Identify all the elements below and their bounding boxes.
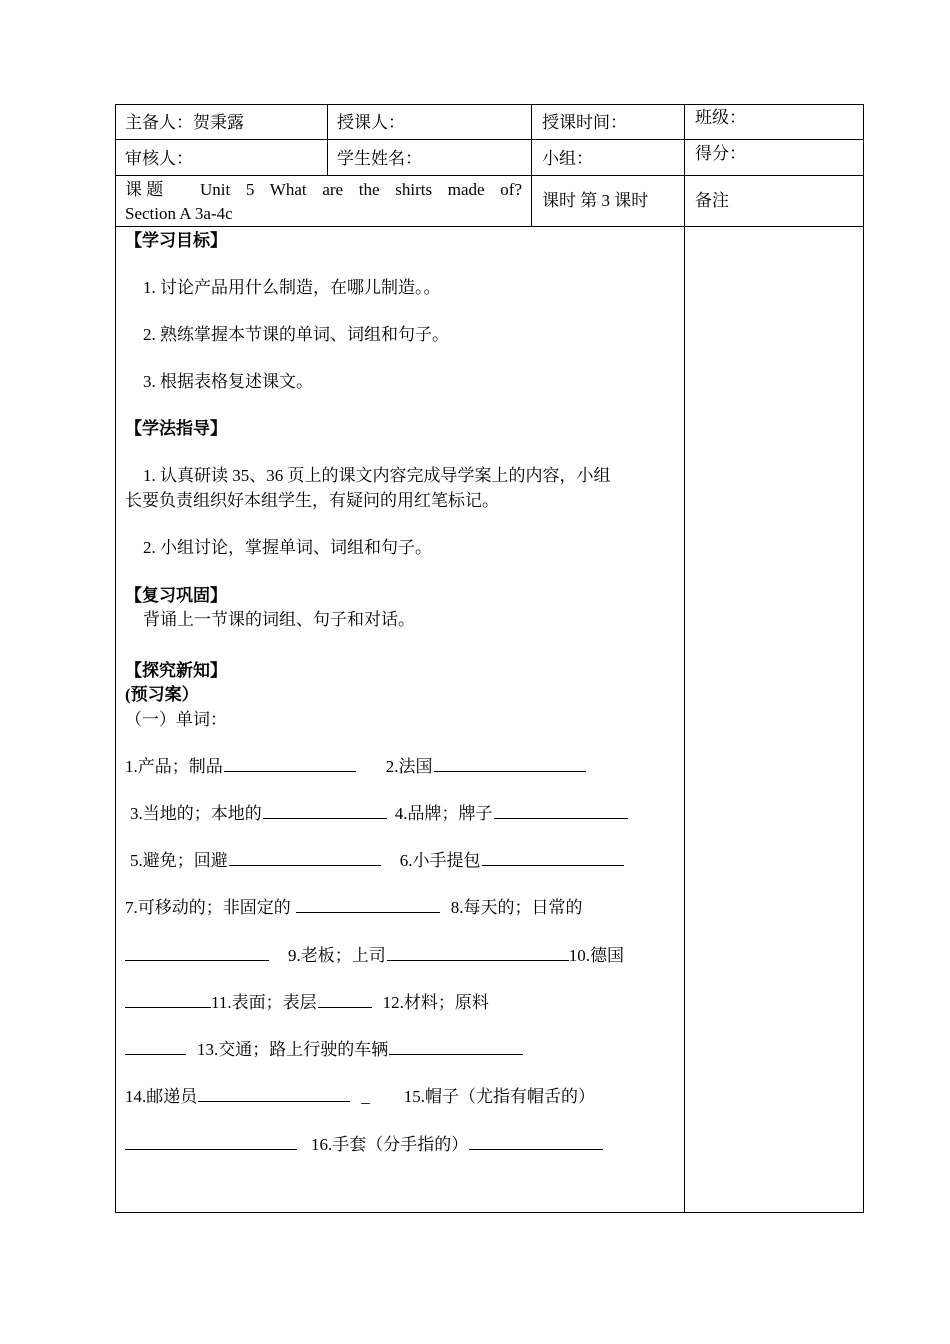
vocab-line [125,1134,603,1156]
vocab-line [130,850,624,872]
row-divider [116,226,863,227]
answer-blank[interactable] [434,756,586,772]
col-divider [684,105,685,1212]
vocab-line [130,803,628,825]
vocab-item: 5.避免；回避 [130,851,228,870]
vocab-item: 1.产品；制品 [125,757,223,776]
vocab-line [125,1086,595,1108]
topic-label: 课 题 [125,180,164,199]
method-heading: 【学法指导】 [125,419,227,438]
topic-section: Section A 3a-4c [125,204,233,223]
method-item-cont: 长要负责组织好本组学生，有疑问的用红笔标记。 [125,491,499,510]
preparer-cell: 主备人：贺秉露 [125,113,244,132]
vocab-part-label: （一）单词： [125,710,227,729]
score-cell: 得分： [695,144,746,163]
goal-item: 3. 根据表格复述课文。 [143,372,313,391]
reviewer-cell: 审核人： [125,149,193,168]
method-item: 2. 小组讨论，掌握单词、词组和句子。 [143,538,432,557]
review-text: 背诵上一节课的词组、句子和对话。 [143,610,415,629]
row-divider [116,139,863,140]
goal-item: 2. 熟练掌握本节课的单词、词组和句子。 [143,325,449,344]
answer-blank[interactable] [125,1134,297,1150]
answer-blank[interactable] [224,756,356,772]
review-heading: 【复习巩固】 [125,586,227,605]
vocab-line [125,992,489,1014]
answer-blank[interactable] [469,1134,603,1150]
answer-blank[interactable] [389,1039,523,1055]
explore-subheading: (预习案） [125,685,199,704]
vocab-item: 4.品牌；牌子 [394,804,493,823]
vocab-item: _ [361,1087,370,1106]
answer-blank[interactable] [229,850,381,866]
answer-blank[interactable] [263,803,387,819]
class-time-cell: 授课时间： [542,113,627,132]
col-divider [531,105,532,227]
vocab-item: 16.手套（分手指的） [311,1135,469,1154]
row-divider [116,175,863,176]
answer-blank[interactable] [125,1039,186,1055]
answer-blank[interactable] [318,992,372,1008]
vocab-item: 7.可移动的；非固定的 [125,898,291,917]
worksheet-table [115,104,864,1213]
topic-title: Unit 5 What are the shirts made of? [200,180,522,199]
vocab-line [125,897,583,919]
vocab-item: 8.每天的；日常的 [450,898,583,917]
answer-blank[interactable] [125,945,269,961]
teacher-cell: 授课人： [337,113,405,132]
vocab-item: 13.交通；路上行驶的车辆 [197,1040,389,1059]
answer-blank[interactable] [296,897,440,913]
goals-heading: 【学习目标】 [125,231,227,250]
answer-blank[interactable] [125,992,211,1008]
explore-heading: 【探究新知】 [125,661,227,680]
vocab-item: 10.德国 [568,946,624,965]
answer-blank[interactable] [482,850,624,866]
vocab-line [125,1039,523,1061]
class-cell: 班级： [695,108,746,127]
vocab-line [125,945,624,967]
vocab-line [125,756,586,778]
vocab-item: 11.表面；表层 [211,993,317,1012]
col-divider [327,105,328,176]
vocab-item: 15.帽子（尤指有帽舌的） [403,1087,595,1106]
answer-blank[interactable] [494,803,628,819]
notes-header: 备注 [695,191,729,210]
vocab-item: 2.法国 [385,757,433,776]
period-cell: 课时 第 3 课时 [542,191,649,210]
vocab-item: 6.小手提包 [399,851,481,870]
goal-item: 1. 讨论产品用什么制造，在哪儿制造。。 [143,278,441,297]
student-name-cell: 学生姓名： [337,149,422,168]
vocab-item: 12.材料；原料 [382,993,489,1012]
vocab-item: 9.老板；上司 [288,946,386,965]
vocab-item: 14.邮递员 [125,1087,198,1106]
answer-blank[interactable] [387,945,569,961]
vocab-item: 3.当地的；本地的 [130,804,262,823]
method-item: 1. 认真研读 35、36 页上的课文内容完成导学案上的内容，小组 [143,466,611,485]
answer-blank[interactable] [198,1086,350,1102]
group-cell: 小组： [542,149,593,168]
